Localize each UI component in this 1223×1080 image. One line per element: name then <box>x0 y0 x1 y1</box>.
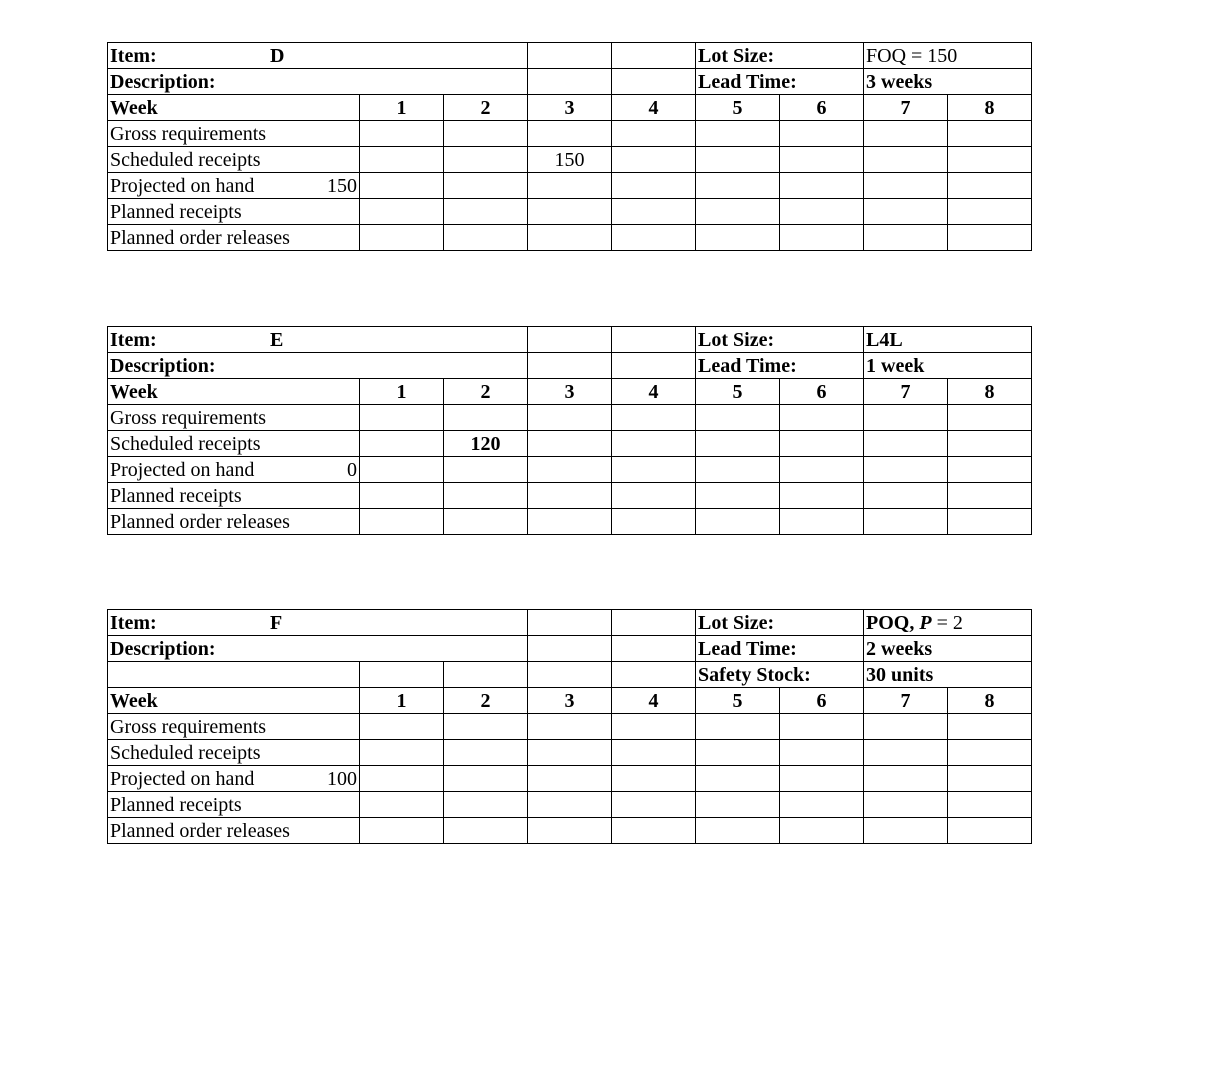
week-header: 5 <box>696 379 780 405</box>
row-label-gross-requirements: Gross requirements <box>108 405 360 431</box>
scheduled-receipt-cell <box>948 740 1032 766</box>
scheduled-receipt-cell: 150 <box>528 147 612 173</box>
description-label: Description: <box>108 636 528 662</box>
row-label-planned-receipts: Planned receipts <box>108 483 360 509</box>
week-header: 2 <box>444 379 528 405</box>
item-label: Item: <box>110 44 157 67</box>
row-label-projected-on-hand: Projected on hand <box>110 458 255 481</box>
mrp-table-d <box>107 42 1031 251</box>
scheduled-receipt-cell: 120 <box>444 431 528 457</box>
week-header: 2 <box>444 688 528 714</box>
scheduled-receipt-cell <box>528 740 612 766</box>
projected-on-hand-cell <box>108 457 360 483</box>
lot-size-label: Lot Size: <box>696 327 864 353</box>
scheduled-receipt-cell <box>948 431 1032 457</box>
scheduled-receipt-cell <box>360 740 444 766</box>
lead-time-value: 3 weeks <box>864 69 1032 95</box>
lot-size-value: L4L <box>864 327 1032 353</box>
row-label-projected-on-hand: Projected on hand <box>110 767 255 790</box>
lead-time-value: 1 week <box>864 353 1032 379</box>
week-header: 1 <box>360 379 444 405</box>
week-header: 6 <box>780 688 864 714</box>
lead-time-label: Lead Time: <box>696 636 864 662</box>
week-label: Week <box>108 688 360 714</box>
week-header: 3 <box>528 379 612 405</box>
scheduled-receipt-cell <box>612 431 696 457</box>
initial-on-hand: 100 <box>327 767 357 790</box>
scheduled-receipt-cell <box>360 431 444 457</box>
scheduled-receipt-cell <box>444 147 528 173</box>
lot-size-value <box>864 610 1032 636</box>
week-header: 3 <box>528 688 612 714</box>
week-header: 6 <box>780 95 864 121</box>
week-header: 1 <box>360 688 444 714</box>
week-label: Week <box>108 95 360 121</box>
scheduled-receipt-cell <box>780 740 864 766</box>
week-header: 8 <box>948 688 1032 714</box>
item-cell <box>108 610 528 636</box>
row-label-scheduled-receipts: Scheduled receipts <box>108 147 360 173</box>
projected-on-hand-cell <box>108 173 360 199</box>
item-value: E <box>270 328 284 351</box>
scheduled-receipt-cell <box>444 740 528 766</box>
scheduled-receipt-cell <box>612 740 696 766</box>
scheduled-receipt-cell <box>696 147 780 173</box>
scheduled-receipt-cell <box>864 431 948 457</box>
safety-stock-value: 30 units <box>864 662 1032 688</box>
scheduled-receipt-cell <box>864 740 948 766</box>
week-header: 5 <box>696 688 780 714</box>
week-header: 4 <box>612 688 696 714</box>
scheduled-receipt-cell <box>864 147 948 173</box>
row-label-gross-requirements: Gross requirements <box>108 714 360 740</box>
row-label-scheduled-receipts: Scheduled receipts <box>108 740 360 766</box>
item-cell <box>108 327 528 353</box>
row-label-planned-order-releases: Planned order releases <box>108 225 360 251</box>
scheduled-receipt-cell <box>360 147 444 173</box>
scheduled-receipt-cell <box>780 431 864 457</box>
lot-size-p: P <box>919 611 932 634</box>
scheduled-receipt-cell <box>528 431 612 457</box>
week-header: 2 <box>444 95 528 121</box>
week-header: 4 <box>612 95 696 121</box>
initial-on-hand: 150 <box>327 174 357 197</box>
row-label-scheduled-receipts: Scheduled receipts <box>108 431 360 457</box>
row-label-gross-requirements: Gross requirements <box>108 121 360 147</box>
week-label: Week <box>108 379 360 405</box>
scheduled-receipt-cell <box>780 147 864 173</box>
item-value: F <box>270 611 283 634</box>
scheduled-receipt-cell <box>696 431 780 457</box>
row-label-projected-on-hand: Projected on hand <box>110 174 255 197</box>
week-header: 8 <box>948 95 1032 121</box>
week-header: 6 <box>780 379 864 405</box>
row-label-planned-receipts: Planned receipts <box>108 199 360 225</box>
row-label-planned-order-releases: Planned order releases <box>108 818 360 844</box>
week-header: 7 <box>864 95 948 121</box>
projected-on-hand-cell <box>108 766 360 792</box>
item-value: D <box>270 44 285 67</box>
lot-size-label: Lot Size: <box>696 43 864 69</box>
week-header: 8 <box>948 379 1032 405</box>
description-label: Description: <box>108 353 528 379</box>
scheduled-receipt-cell <box>612 147 696 173</box>
lot-size-suffix: = 2 <box>931 611 963 634</box>
week-header: 7 <box>864 379 948 405</box>
row-label-planned-receipts: Planned receipts <box>108 792 360 818</box>
item-label: Item: <box>110 611 157 634</box>
week-header: 4 <box>612 379 696 405</box>
lot-size-value: FOQ = 150 <box>864 43 1032 69</box>
scheduled-receipt-cell <box>948 147 1032 173</box>
initial-on-hand: 0 <box>347 458 357 481</box>
item-cell <box>108 43 528 69</box>
week-header: 3 <box>528 95 612 121</box>
description-label: Description: <box>108 69 528 95</box>
scheduled-receipt-cell <box>696 740 780 766</box>
mrp-table-e <box>107 326 1031 535</box>
row-label-planned-order-releases: Planned order releases <box>108 509 360 535</box>
week-header: 5 <box>696 95 780 121</box>
lead-time-label: Lead Time: <box>696 353 864 379</box>
lead-time-label: Lead Time: <box>696 69 864 95</box>
lot-size-label: Lot Size: <box>696 610 864 636</box>
week-header: 7 <box>864 688 948 714</box>
mrp-table-f <box>107 609 1031 844</box>
safety-stock-label: Safety Stock: <box>696 662 864 688</box>
week-header: 1 <box>360 95 444 121</box>
lead-time-value: 2 weeks <box>864 636 1032 662</box>
item-label: Item: <box>110 328 157 351</box>
lot-size-prefix: POQ, <box>866 611 920 634</box>
